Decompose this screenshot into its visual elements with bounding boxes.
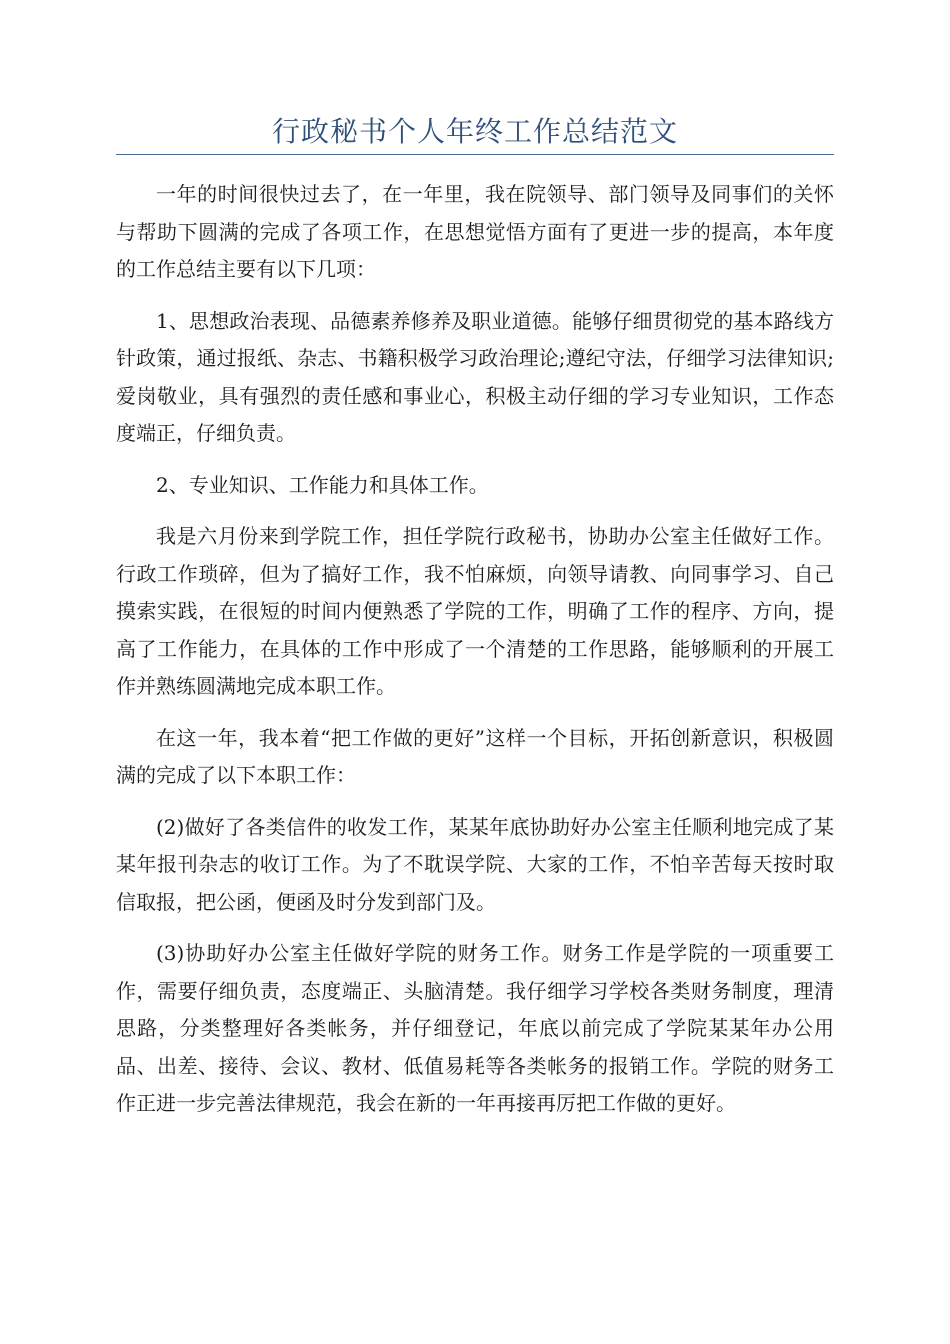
paragraph-item-mail: (2)做好了各类信件的收发工作，某某年底协助好办公室主任顺利地完成了某某年报刊杂志的收订工作。为了不耽误学院、大家的工作，不怕辛苦每天按时取信取报，把公函，便函及时分发到部门及。 [116, 814, 834, 914]
paragraph-item-finance: (3)协助好办公室主任做好学院的财务工作。财务工作是学院的一项重要工作，需要仔细负责，态度端正、头脑清楚。我仔细学习学校各类财务制度，理清思路，分类整理好各类帐务，并仔细登记，年底以前完成了学院某某年办公用品、出差、接待、会议、教材、低值易耗等各类帐务的报销工作。学院的财务工作正进一步完善法律规范，我会在新的一年再接再厉把工作做的更好。 [116, 941, 834, 1115]
paragraph-item-2-heading: 2、专业知识、工作能力和具体工作。 [156, 472, 489, 497]
document-body [116, 176, 834, 1137]
paragraph-intro: 一年的时间很快过去了，在一年里，我在院领导、部门领导及同事们的关怀与帮助下圆满的完成了各项工作，在思想觉悟方面有了更进一步的提高，本年度的工作总结主要有以下几项： [116, 182, 834, 281]
paragraph-item-1: 1、思想政治表现、品德素养修养及职业道德。能够仔细贯彻党的基本路线方针政策，通过报纸、杂志、书籍积极学习政治理论;遵纪守法，仔细学习法律知识;爱岗敬业，具有强烈的责任感和事业心，积极主动仔细的学习专业知识，工作态度端正，仔细负责。 [116, 308, 834, 445]
title-underline [116, 154, 834, 155]
document-title: 行政秘书个人年终工作总结范文 [271, 115, 678, 148]
paragraph-goal: 在这一年，我本着“把工作做的更好”这样一个目标，开拓创新意识，积极圆满的完成了以下本职工作： [116, 725, 834, 787]
paragraph-work-description: 我是六月份来到学院工作，担任学院行政秘书，协助办公室主任做好工作。行政工作琐碎，但为了搞好工作，我不怕麻烦，向领导请教、向同事学习、自己摸索实践，在很短的时间内便熟悉了学院的工作，明确了工作的程序、方向，提高了工作能力，在具体的工作中形成了一个清楚的工作思路，能够顺利的开展工作并熟练圆满地完成本职工作。 [116, 524, 834, 698]
